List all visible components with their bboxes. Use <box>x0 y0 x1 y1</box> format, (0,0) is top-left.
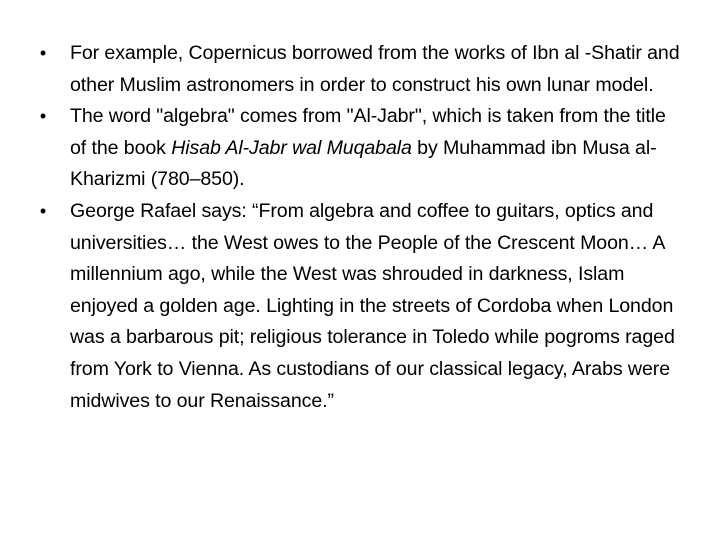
bullet-marker: • <box>39 43 47 63</box>
bullet-item-george-rafael-quote <box>36 196 684 417</box>
bullet-text <box>70 105 666 190</box>
book-title: Hisab Al-Jabr wal Muqabala <box>171 136 412 159</box>
bullet-text-after: by Muhammad ibn Musa al-Kharizmi (780–850). <box>70 136 657 191</box>
bullet-text: For example, Copernicus borrowed from the works of Ibn al -Shatir and other Muslim astronomers in order to construct his own lunar model. <box>70 42 680 96</box>
bullet-text-before: The word "algebra" comes from "Al-Jabr", which is taken from the title of the book <box>70 105 666 159</box>
bullet-marker: • <box>39 200 47 221</box>
bullet-item-copernicus <box>36 38 684 101</box>
bullet-text: George Rafael says: “From algebra and coffee to guitars, optics and universities… the West owes to the People of the Crescent Moon… A millennium ago, while the West was shrouded in darkness, Islam enjoyed a golden age. Lighting in the streets of Cordoba when London was a barbarous pit; religious tolerance in Toledo while pogroms raged from York to Vienna. As custodians of our classical legacy, Arabs were midwives to our Renaissance.” <box>70 199 675 412</box>
bullet-list <box>36 38 684 417</box>
bullet-marker: • <box>39 106 47 127</box>
bullet-item-algebra <box>36 101 684 196</box>
